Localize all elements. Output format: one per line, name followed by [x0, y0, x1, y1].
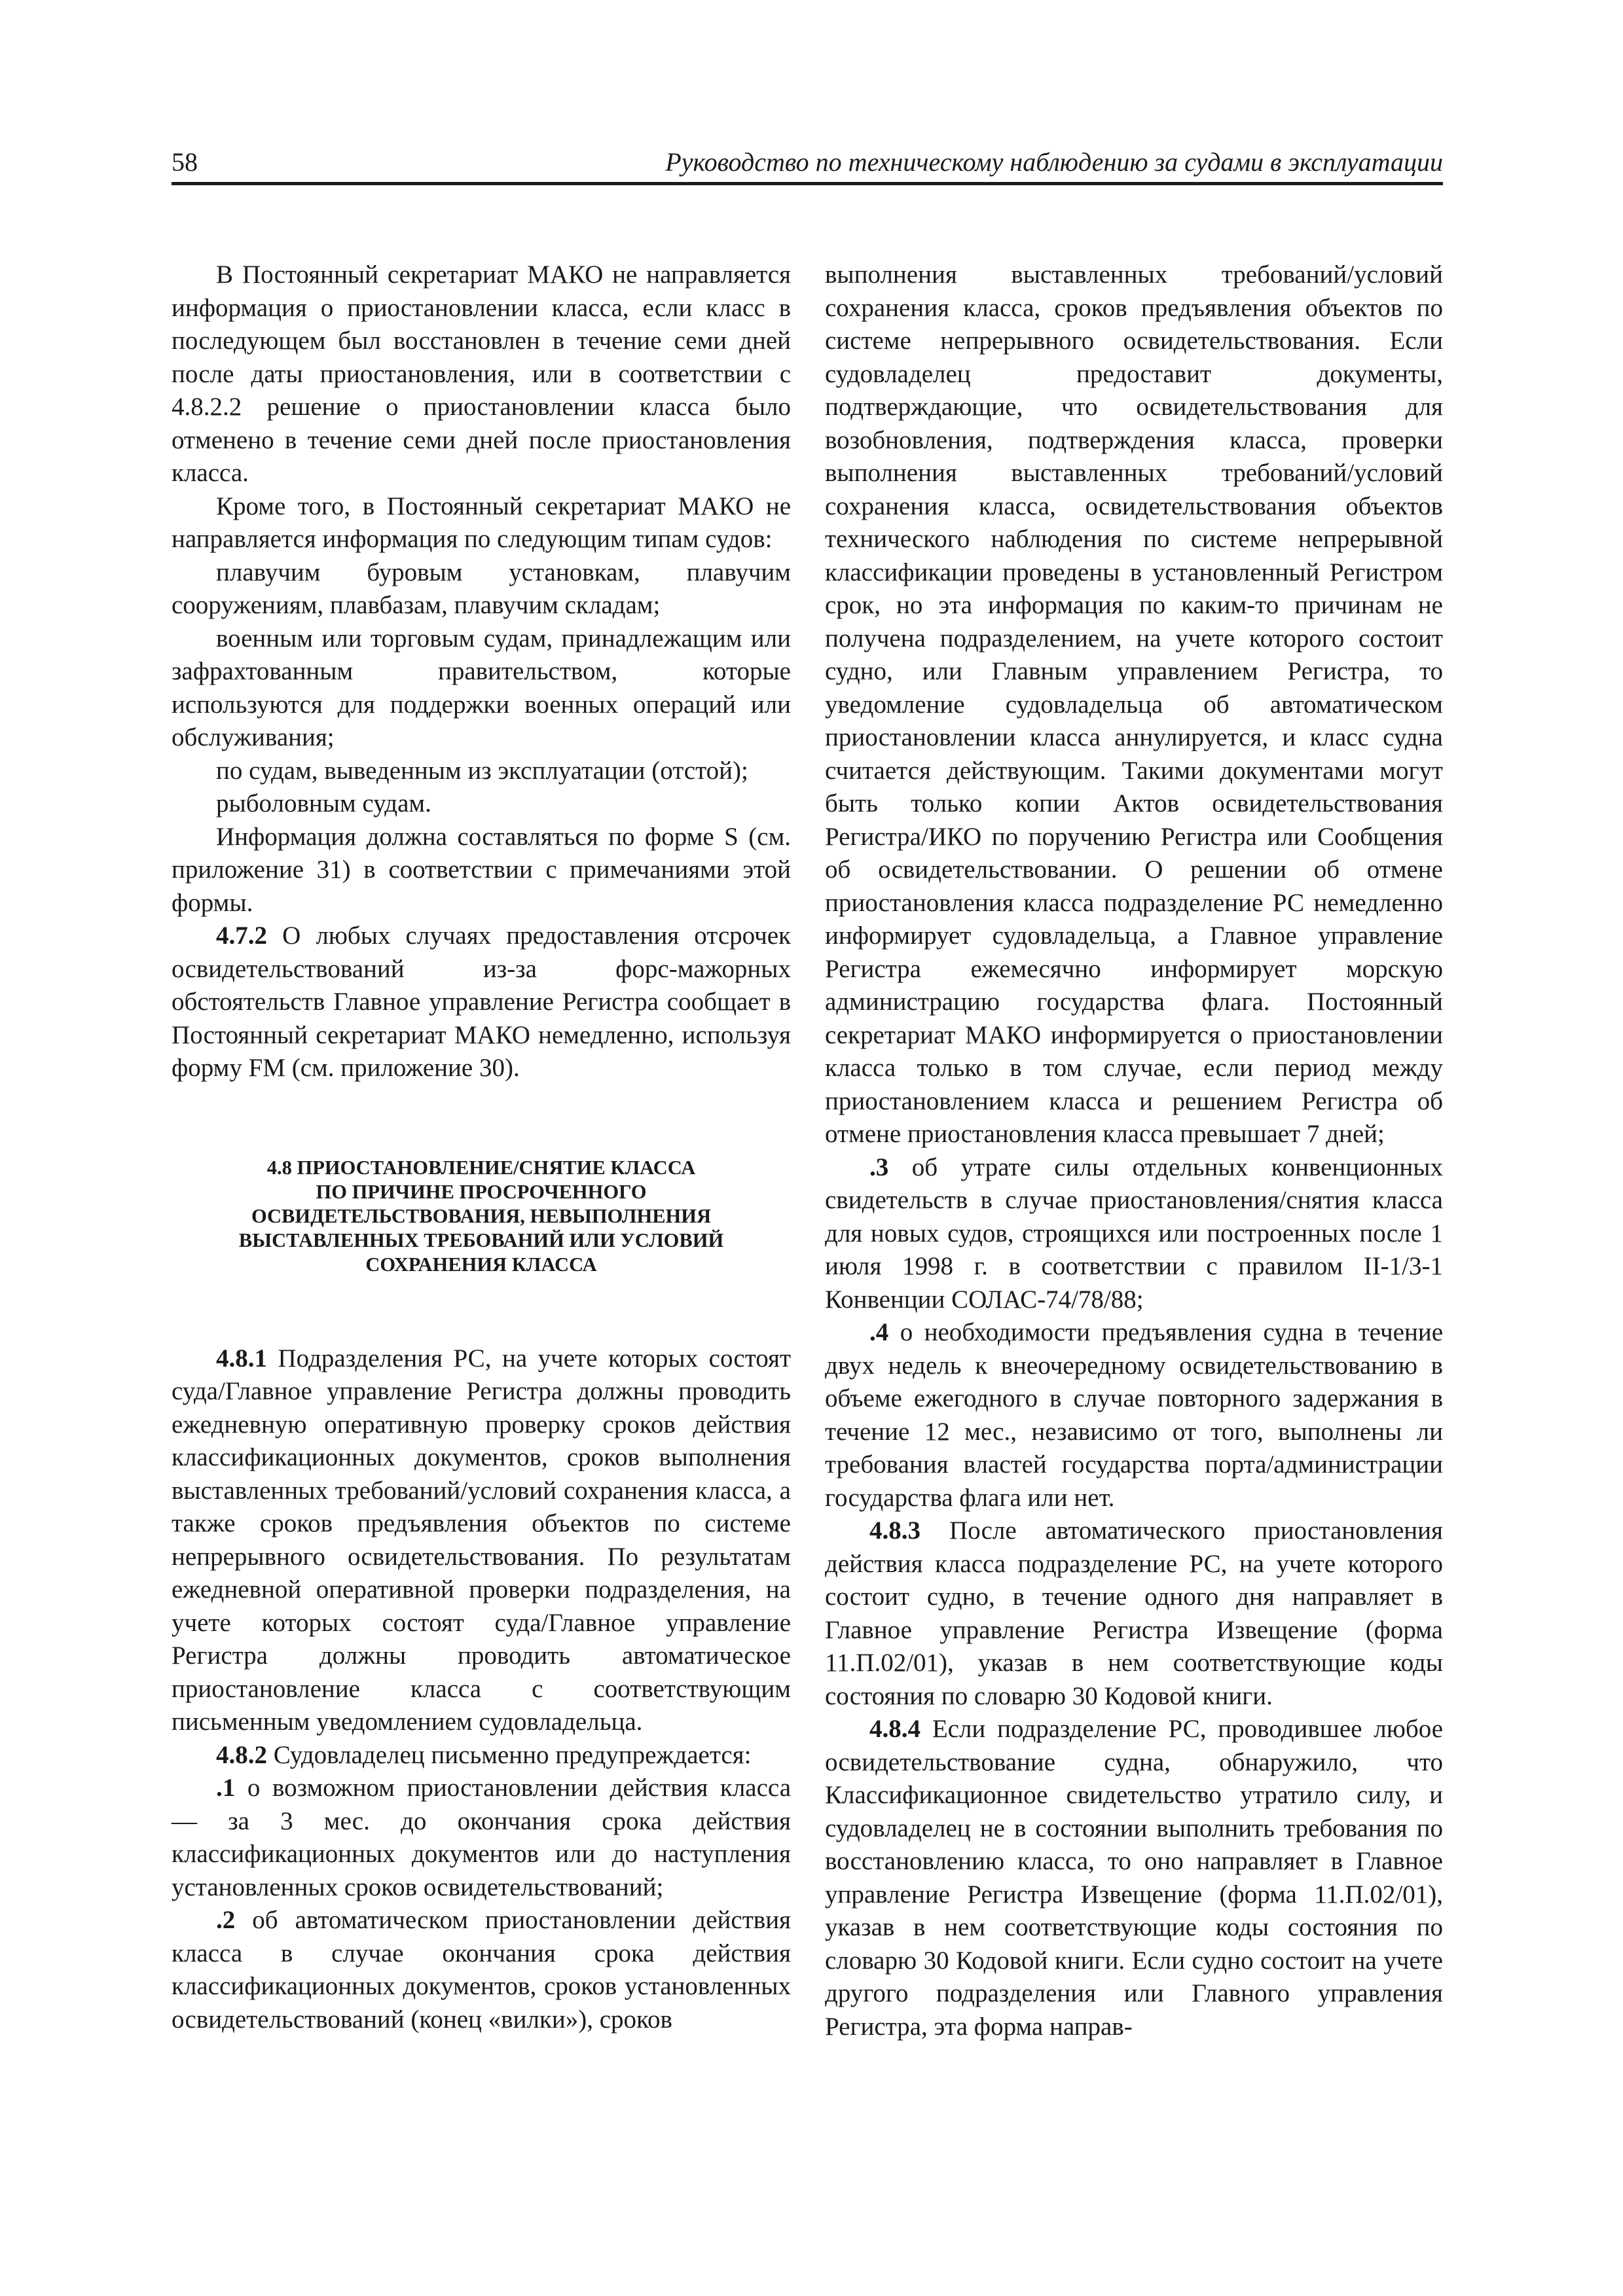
heading-line: ВЫСТАВЛЕННЫХ ТРЕБОВАНИЙ ИЛИ УСЛОВИЙ: [238, 1229, 724, 1251]
list-item: рыболовным судам.: [216, 789, 431, 817]
paragraph: Кроме того, в Постоянный секретариат МАКО не направляется информация по следующим типам судов:: [172, 492, 791, 553]
paragraph-4-8-3: [825, 1515, 1443, 1713]
paragraph-4-8-2: [172, 1739, 791, 1772]
clause-text: об утрате силы отдельных конвенционных свидетельств в случае приостановления/снятия класса для новых судов, строящихся или построенных после 1 июля 1998 г. в соответствии с правилом II-1/3-1 Конвенции СОЛАС-74/78/88;: [825, 1153, 1443, 1314]
page-header: [172, 145, 1443, 185]
clause-number: 4.8.1: [216, 1344, 267, 1372]
clause-text: После автоматического приостановления действия класса подразделение РС, на учете которого состоит судно, в течение одного дня направляет в Главное управление Регистра Извещение (форма 11.П.02/01), указав в нем соответствующие коды состояния по словарю 30 Кодовой книги.: [825, 1516, 1443, 1710]
heading-line: СОХРАНЕНИЯ КЛАССА: [365, 1253, 597, 1276]
paragraph: Информация должна составляться по форме S (см. приложение 31) в соответствии с примечаниями этой формы.: [172, 822, 791, 917]
heading-line: ОСВИДЕТЕЛЬСТВОВАНИЯ, НЕВЫПОЛНЕНИЯ: [251, 1204, 712, 1227]
paragraph-continued: выполнения выставленных требований/условий сохранения класса, сроков предъявления объектов по системе непрерывного освидетельствования. Если судовладелец предоставит документы, подтверждающие, что освидетельствования для возобновления, подтверждения класса, проверки выполнения выставленных требований/условий сохранения класса, освидетельствования объектов технического наблюдения по системе непрерывной классификации проведены в установленный Регистром срок, но эта информация по каким-то причинам не получена подразделением, на учете которого состоит судно, или Главным управлением Регистра, то уведомление судовладельца об автоматическом приостановлении класса аннулируется, и класс судна считается действующим. Такими документами могут быть только копии Актов освидетельствования Регистра/ИКО по поручению Регистра или Сообщения об освидетельствовании. О решении об отмене приостановления класса подразделение РС немедленно информирует судовладельца, а Главное управление Регистра ежемесячно информирует морскую администрацию государства флага. Постоянный секретариат МАКО информируется о приостановлении класса только в том случае, если период между приостановлением класса и решением Регистра об отмене приостановления класса превышает 7 дней;: [825, 260, 1443, 1148]
list-item: плавучим буровым установкам, плавучим сооружениям, плавбазам, плавучим складам;: [172, 558, 791, 619]
list-item: по судам, выведенным из эксплуатации (отстой);: [216, 756, 748, 785]
clause-number: .2: [216, 1906, 236, 1934]
clause-number: 4.8.2: [216, 1740, 267, 1769]
paragraph-4-8-4: [825, 1713, 1443, 2043]
clause-number: 4.8.4: [869, 1715, 921, 1743]
clause-text: об автоматическом приостановлении действия класса в случае окончания срока действия классификационных документов, сроков установленных освидетельствований (конец «вилки»), сроков: [172, 1906, 791, 2034]
list-item: военным или торговым судам, принадлежащим или зафрахтованным правительством, которые используются для поддержки военных операций или обслуживания;: [172, 624, 791, 751]
page-number: 58: [172, 147, 198, 177]
heading-line: 4.8 ПРИОСТАНОВЛЕНИЕ/СНЯТИЕ КЛАССА: [266, 1156, 696, 1179]
clause-number: .3: [869, 1153, 889, 1181]
clause-text: о необходимости предъявления судна в течение двух недель к внеочередному освидетельствованию в объеме ежегодного в случае повторного задержания в течение 12 мес., независимо от того, выполнены ли требования властей государства порта/администрации государства флага или нет.: [825, 1318, 1443, 1512]
clause-number: 4.8.3: [869, 1516, 921, 1545]
clause-number: 4.7.2: [216, 922, 267, 950]
item-2: [172, 1904, 791, 2036]
paragraph: В Постоянный секретариат МАКО не направляется информация о приостановлении класса, если класс в последующем был восстановлен в течение семи дней после даты приостановления, или в соответствии с 4.8.2.2 решение о приостановлении класса было отменено в течение семи дней после приостановления класса.: [172, 260, 791, 487]
paragraph-4-8-1: [172, 1342, 791, 1739]
clause-text: О любых случаях предоставления отсрочек освидетельствований из-за форс-мажорных обстоятельств Главное управление Регистра сообщает в Постоянный секретариат МАКО немедленно, используя форму FM (см. приложение 30).: [172, 922, 791, 1082]
paragraph-4-7-2: [172, 920, 791, 1085]
running-title: Руководство по техническому наблюдению за судами в эксплуатации: [665, 147, 1443, 177]
clause-number: .1: [216, 1774, 236, 1802]
item-1: [172, 1772, 791, 1904]
heading-line: ПО ПРИЧИНЕ ПРОСРОЧЕННОГО: [316, 1180, 647, 1203]
clause-text: Подразделения РС, на учете которых состоят суда/Главное управление Регистра должны проводить ежедневную оперативную проверку сроков действия классификационных документов, сроков выполнения выставленных требований/условий сохранения класса, а также сроков предъявления объектов по системе непрерывного освидетельствования. По результатам ежедневной оперативной проверки подразделения, на учете которых состоят суда/Главное управление Регистра должны проводить автоматическое приостановление класса с соответствующим письменным уведомлением судовладельца.: [172, 1344, 791, 1736]
item-3: [825, 1151, 1443, 1317]
right-column: [825, 259, 1443, 2043]
item-4: [825, 1316, 1443, 1515]
clause-text: Судовладелец письменно предупреждается:: [267, 1740, 752, 1769]
clause-number: .4: [869, 1318, 889, 1346]
left-column: [172, 259, 791, 2036]
clause-text: Если подразделение РС, проводившее любое освидетельствование судна, обнаружило, что Классификационное свидетельство утратило силу, и судовладелец не в состоянии выполнить требования по восстановлению класса, то оно направляет в Главное управление Регистра Извещение (форма 11.П.02/01), указав в нем соответствующие коды состояния по словарю 30 Кодовой книги. Если судно состоит на учете другого подразделения или Главного управления Регистра, эта форма направ-: [825, 1715, 1443, 2041]
clause-text: о возможном приостановлении действия класса — за 3 мес. до окончания срока действия классификационных документов или до наступления установленных сроков освидетельствований;: [172, 1774, 791, 1901]
section-heading: [172, 1156, 791, 1277]
